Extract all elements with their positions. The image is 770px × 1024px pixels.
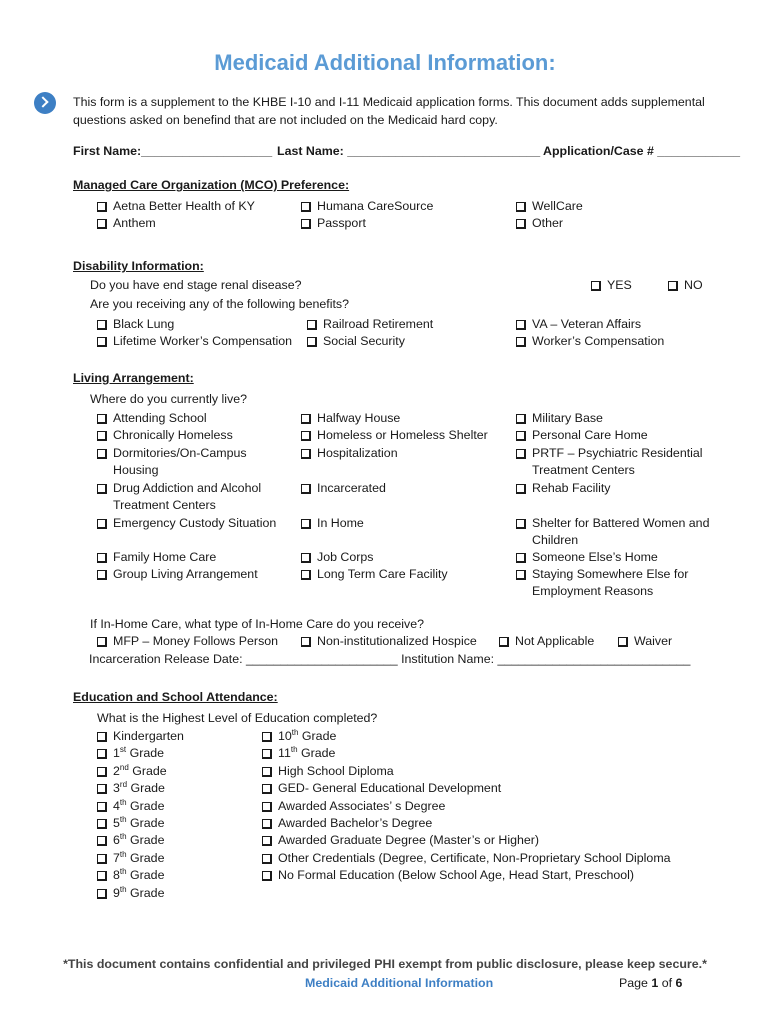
checkbox-icon[interactable] xyxy=(262,871,272,881)
living-option[interactable]: Halfway House xyxy=(301,410,400,427)
checkbox-icon[interactable] xyxy=(97,484,107,494)
mco-option[interactable]: Aetna Better Health of KY xyxy=(97,198,255,215)
checkbox-icon[interactable] xyxy=(262,749,272,759)
checkbox-icon[interactable] xyxy=(301,431,311,441)
checkbox-icon[interactable] xyxy=(97,767,107,777)
checkbox-icon[interactable] xyxy=(97,320,107,330)
education-option[interactable]: 1st Grade xyxy=(97,745,164,762)
education-option[interactable]: Awarded Graduate Degree (Master’s or Higher) xyxy=(262,832,539,849)
checkbox-icon[interactable] xyxy=(262,854,272,864)
checkbox-icon[interactable] xyxy=(97,449,107,459)
checkbox-icon[interactable] xyxy=(301,637,311,647)
living-option[interactable]: Incarcerated xyxy=(301,480,386,497)
checkbox-icon[interactable] xyxy=(516,219,526,229)
living-option[interactable]: Personal Care Home xyxy=(516,427,648,444)
living-option[interactable]: Drug Addiction and Alcohol Treatment Centers xyxy=(97,480,261,514)
education-option[interactable]: Awarded Associates’ s Degree xyxy=(262,798,445,815)
benefit-option[interactable]: Black Lung xyxy=(97,316,174,333)
living-option[interactable]: Chronically Homeless xyxy=(97,427,233,444)
education-option[interactable]: 8th Grade xyxy=(97,867,164,884)
checkbox-icon[interactable] xyxy=(516,414,526,424)
checkbox-icon[interactable] xyxy=(516,484,526,494)
first-name-field[interactable]: First Name:___________________ xyxy=(73,144,273,158)
checkbox-icon[interactable] xyxy=(262,802,272,812)
checkbox-icon[interactable] xyxy=(262,767,272,777)
checkbox-icon[interactable] xyxy=(516,553,526,563)
education-question: What is the Highest Level of Education completed? xyxy=(97,711,378,725)
living-option[interactable]: Rehab Facility xyxy=(516,480,611,497)
education-option[interactable]: 4th Grade xyxy=(97,798,164,815)
benefit-option[interactable]: Lifetime Worker’s Compensation xyxy=(97,333,292,350)
checkbox-icon[interactable] xyxy=(301,219,311,229)
checkbox-icon[interactable] xyxy=(668,281,678,291)
living-option[interactable]: Group Living Arrangement xyxy=(97,566,258,583)
in-home-option[interactable]: Waiver xyxy=(618,633,672,650)
living-option[interactable]: Shelter for Battered Women and Children xyxy=(516,515,709,549)
benefit-option[interactable]: Social Security xyxy=(307,333,405,350)
checkbox-icon[interactable] xyxy=(301,414,311,424)
checkbox-icon[interactable] xyxy=(97,836,107,846)
living-option[interactable]: PRTF – Psychiatric Residential Treatment Centers xyxy=(516,445,703,479)
disability-heading: Disability Information: xyxy=(73,259,204,273)
benefit-option[interactable]: Worker’s Compensation xyxy=(516,333,664,350)
checkbox-icon[interactable] xyxy=(262,819,272,829)
checkbox-icon[interactable] xyxy=(97,431,107,441)
checkbox-icon[interactable] xyxy=(301,202,311,212)
education-option[interactable]: 6th Grade xyxy=(97,832,164,849)
living-heading: Living Arrangement: xyxy=(73,371,194,385)
confidential-notice: *This document contains confidential and privileged PHI exempt from public disclosure, please keep secure.* xyxy=(63,957,707,971)
renal-question: Do you have end stage renal disease? xyxy=(90,278,302,292)
living-option[interactable]: Someone Else’s Home xyxy=(516,549,658,566)
checkbox-icon[interactable] xyxy=(516,570,526,580)
checkbox-icon[interactable] xyxy=(97,749,107,759)
in-home-option[interactable]: MFP – Money Follows Person xyxy=(97,633,278,650)
living-option[interactable]: Homeless or Homeless Shelter xyxy=(301,427,488,444)
living-option[interactable]: Dormitories/On-Campus Housing xyxy=(97,445,247,479)
checkbox-icon[interactable] xyxy=(499,637,509,647)
living-option[interactable]: In Home xyxy=(301,515,364,532)
renal-yes-option[interactable]: YES xyxy=(591,277,632,294)
checkbox-icon[interactable] xyxy=(97,819,107,829)
checkbox-icon[interactable] xyxy=(97,854,107,864)
last-name-field[interactable]: Last Name: ____________________________ xyxy=(277,144,541,158)
benefits-question: Are you receiving any of the following benefits? xyxy=(90,297,349,311)
living-option[interactable]: Staying Somewhere Else for Employment Reasons xyxy=(516,566,688,600)
checkbox-icon[interactable] xyxy=(97,202,107,212)
checkbox-icon[interactable] xyxy=(262,732,272,742)
checkbox-icon[interactable] xyxy=(516,202,526,212)
intro-text: This form is a supplement to the KHBE I-10 and I-11 Medicaid application forms. This document adds supplemental questions asked on benefind that are not included on the Medicaid hard copy. xyxy=(73,95,705,127)
living-option[interactable]: Attending School xyxy=(97,410,207,427)
checkbox-icon[interactable] xyxy=(97,414,107,424)
education-heading: Education and School Attendance: xyxy=(73,690,278,704)
checkbox-icon[interactable] xyxy=(97,553,107,563)
education-option[interactable]: Awarded Bachelor’s Degree xyxy=(262,815,432,832)
education-option[interactable]: No Formal Education (Below School Age, Head Start, Preschool) xyxy=(262,867,634,884)
education-option[interactable]: Other Credentials (Degree, Certificate, Non-Proprietary School Diploma xyxy=(262,850,671,867)
checkbox-icon[interactable] xyxy=(307,320,317,330)
education-option[interactable]: High School Diploma xyxy=(262,763,394,780)
living-option[interactable]: Hospitalization xyxy=(301,445,398,462)
checkbox-icon[interactable] xyxy=(262,784,272,794)
checkbox-icon[interactable] xyxy=(307,337,317,347)
education-option[interactable]: 3rd Grade xyxy=(97,780,165,797)
page-number: Page 1 of 6 xyxy=(619,976,683,990)
mco-option[interactable]: Anthem xyxy=(97,215,156,232)
living-option[interactable]: Emergency Custody Situation xyxy=(97,515,276,532)
living-option[interactable]: Family Home Care xyxy=(97,549,216,566)
checkbox-icon[interactable] xyxy=(97,519,107,529)
checkbox-icon[interactable] xyxy=(97,784,107,794)
living-option[interactable]: Long Term Care Facility xyxy=(301,566,448,583)
checkbox-icon[interactable] xyxy=(301,570,311,580)
checkbox-icon[interactable] xyxy=(97,337,107,347)
in-home-question: If In-Home Care, what type of In-Home Care do you receive? xyxy=(90,617,425,631)
renal-no-option[interactable]: NO xyxy=(668,277,703,294)
mco-option[interactable]: Passport xyxy=(301,215,366,232)
application-case-field[interactable]: Application/Case # ____________ xyxy=(543,144,740,158)
living-question: Where do you currently live? xyxy=(90,392,248,406)
checkbox-icon[interactable] xyxy=(301,449,311,459)
benefit-option[interactable]: Railroad Retirement xyxy=(307,316,433,333)
checkbox-icon[interactable] xyxy=(516,320,526,330)
checkbox-icon[interactable] xyxy=(97,219,107,229)
checkbox-icon[interactable] xyxy=(97,871,107,881)
mco-heading: Managed Care Organization (MCO) Preference: xyxy=(73,178,350,192)
checkbox-icon[interactable] xyxy=(97,889,107,899)
living-option[interactable]: Job Corps xyxy=(301,549,373,566)
checkbox-icon[interactable] xyxy=(97,637,107,647)
mco-option[interactable]: Humana CareSource xyxy=(301,198,433,215)
education-option[interactable]: 5th Grade xyxy=(97,815,164,832)
checkbox-icon[interactable] xyxy=(262,836,272,846)
education-option[interactable]: GED- General Educational Development xyxy=(262,780,501,797)
checkbox-icon[interactable] xyxy=(97,570,107,580)
mco-option[interactable]: Other xyxy=(516,215,563,232)
checkbox-icon[interactable] xyxy=(618,637,628,647)
incarceration-line[interactable]: Incarceration Release Date: ______________________ Institution Name: ____________________________ xyxy=(89,652,691,666)
checkbox-icon[interactable] xyxy=(516,449,526,459)
education-option[interactable]: Kindergarten xyxy=(97,728,184,745)
education-option[interactable]: 9th Grade xyxy=(97,885,164,902)
checkbox-icon[interactable] xyxy=(591,281,601,291)
footer-doc-name: Medicaid Additional Information xyxy=(305,976,494,990)
benefit-option[interactable]: VA – Veteran Affairs xyxy=(516,316,641,333)
checkbox-icon[interactable] xyxy=(516,431,526,441)
chevron-right-icon xyxy=(34,92,56,114)
checkbox-icon[interactable] xyxy=(516,519,526,529)
page-title: Medicaid Additional Information: xyxy=(214,50,556,75)
education-option[interactable]: 10th Grade xyxy=(262,728,336,745)
in-home-option[interactable]: Not Applicable xyxy=(499,633,594,650)
education-option[interactable]: 7th Grade xyxy=(97,850,164,867)
checkbox-icon[interactable] xyxy=(301,519,311,529)
in-home-option[interactable]: Non-institutionalized Hospice xyxy=(301,633,477,650)
living-option[interactable]: Military Base xyxy=(516,410,603,427)
education-option[interactable]: 11th Grade xyxy=(262,745,335,762)
checkbox-icon[interactable] xyxy=(97,802,107,812)
checkbox-icon[interactable] xyxy=(301,553,311,563)
checkbox-icon[interactable] xyxy=(97,732,107,742)
education-option[interactable]: 2nd Grade xyxy=(97,763,167,780)
checkbox-icon[interactable] xyxy=(301,484,311,494)
checkbox-icon[interactable] xyxy=(516,337,526,347)
mco-option[interactable]: WellCare xyxy=(516,198,583,215)
